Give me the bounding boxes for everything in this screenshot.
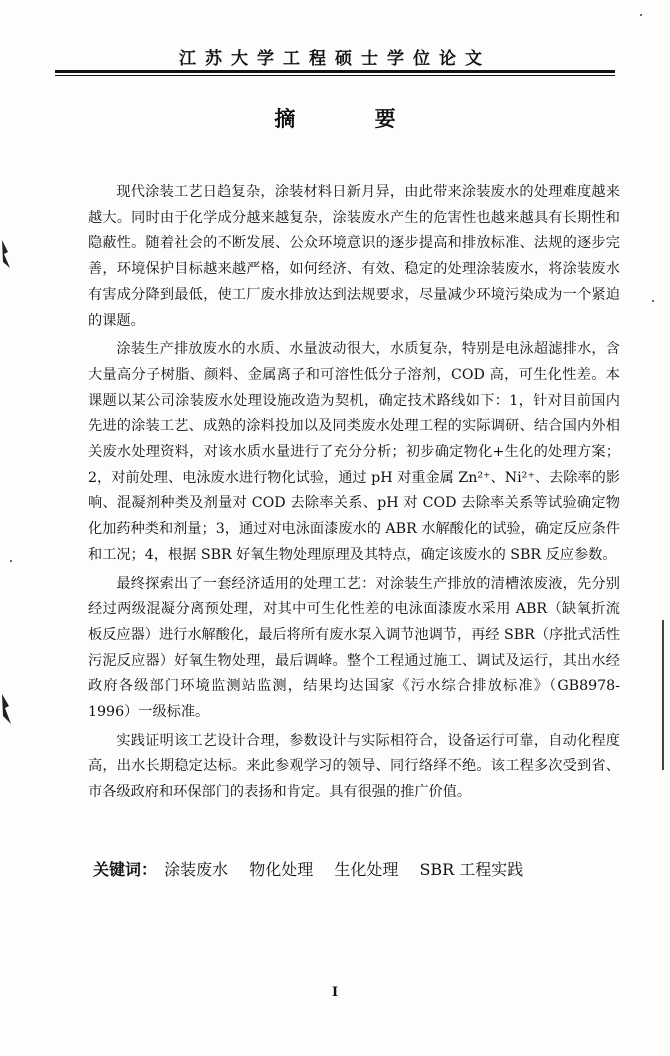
keyword-item: 物化处理 xyxy=(249,860,314,879)
page-number: I xyxy=(331,985,339,1000)
scan-edge-mark-icon xyxy=(659,620,667,770)
header-rule-thick xyxy=(55,70,615,73)
scan-speck xyxy=(652,300,654,302)
binding-mark-icon xyxy=(0,690,12,730)
keyword-item: 涂装废水 xyxy=(164,860,229,879)
scan-speck xyxy=(640,14,642,16)
scan-speck xyxy=(10,560,12,562)
keyword-item: SBR 工程实践 xyxy=(419,860,524,879)
abstract-paragraph-4: 实践证明该工艺设计合理，参数设计与实际相符合，设备运行可靠，自动化程度高，出水长期稳定达标。来此参观学习的领导、同行络绎不绝。该工程多次受到省、市各级政府和环保部门的表扬和肯定。具有很强的推广价值。 xyxy=(88,732,620,801)
keyword-item: 生化处理 xyxy=(334,860,399,879)
binding-mark-icon xyxy=(0,238,12,278)
abstract-title: 摘 要 xyxy=(274,106,432,131)
keywords-line xyxy=(93,857,613,880)
abstract-paragraph-2: 涂装生产排放废水的水质、水量波动很大，水质复杂，特别是电泳超滤排水，含大量高分子树脂、颜料、金属离子和可溶性低分子溶剂，COD 高，可生化性差。本课题以某公司涂装废水处理设施改造为契机，确定技术路线如下：1，针对目前国内先进的涂装工艺、成熟的涂料投加以及同类废水处理工程的实际调研、结合国内外相关废水处理资料，对该水质水量进行了充分分析；初步确定物化+生化的处理方案；2，对前处理、电泳废水进行物化试验，通过 pH 对重金属 Zn²⁺、Ni²⁺、去除率的影响、混凝剂种类及剂量对 COD 去除率关系、pH 对 COD 去除率关系等试验确定物化加药种类和剂量；3，通过对电泳面漆废水的 ABR 水解酸化的试验，确定反应条件和工况；4，根据 SBR 好氧生物处理原理及其特点，确定该废水的 SBR 反应参数。 xyxy=(88,341,620,563)
header-rule-thin xyxy=(55,75,615,76)
abstract-body xyxy=(88,180,620,809)
abstract-paragraph-3: 最终探索出了一套经济适用的处理工艺：对涂装生产排放的清槽浓废液，先分别经过两级混凝分离预处理，对其中可生化性差的电泳面漆废水采用 ABR（缺氧折流板反应器）进行水解酸化，最后将所有废水泵入调节池调节，再经 SBR（序批式活性污泥反应器）好氧生物处理，最后调峰。整个工程通过施工、调试及运行，其出水经政府各级部门环境监测站监测，结果均达国家《污水综合排放标准》（GB8978-1996）一级标准。 xyxy=(88,575,620,721)
thesis-running-header: 江苏大学工程硕士学位论文 xyxy=(179,49,491,69)
keywords-label: 关键词： xyxy=(93,860,158,879)
abstract-paragraph-1: 现代涂装工艺日趋复杂，涂装材料日新月异，由此带来涂装废水的处理难度越来越大。同时由于化学成分越来越复杂，涂装废水产生的危害性也越来越具有长期性和隐蔽性。随着社会的不断发展、公众环境意识的逐步提高和排放标准、法规的逐步完善，环境保护目标越来越严格，如何经济、有效、稳定的处理涂装废水，将涂装废水有害成分降到最低，使工厂废水排放达到法规要求，尽量减少环境污染成为一个紧迫的课题。 xyxy=(88,184,620,329)
